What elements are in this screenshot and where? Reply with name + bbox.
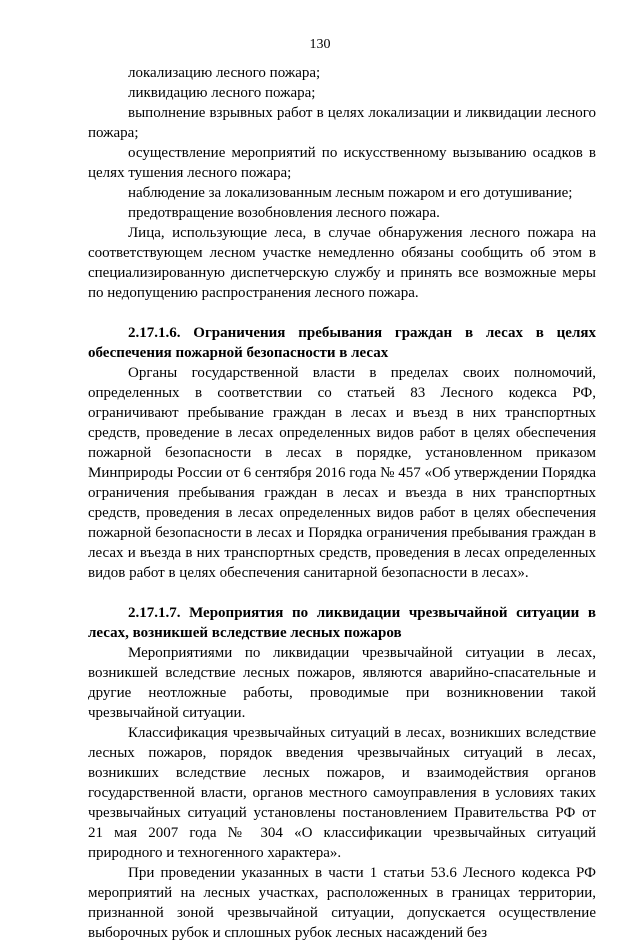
- list-item: осуществление мероприятий по искусственному вызыванию осадков в целях тушения лесного пожара;: [88, 145, 596, 181]
- list-item: наблюдение за локализованным лесным пожаром и его дотушивание;: [128, 185, 573, 201]
- page-body: [88, 63, 596, 943]
- page-number: 130: [309, 37, 331, 52]
- paragraph: Органы государственной власти в пределах своих полномочий, определенных в соответствии со статьей 83 Лесного кодекса РФ, ограничивают пребывание граждан в лесах и въезд в них транспортных средств, проведение в лесах определенных видов работ в целях обеспечения пожарной безопасности в лесах в порядке, установленном приказом Минприроды России от 6 сентября 2016 года № 457 «Об утверждении Порядка ограничения пребывания граждан в лесах и въезда в них транспортных средств, проведения в лесах определенных видов работ в целях обеспечения пожарной безопасности в лесах и Порядка ограничения пребывания граждан в лесах и въезда в них транспортных средств, проведения в лесах определенных видов работ в целях обеспечения санитарной безопасности в лесах».: [88, 365, 596, 581]
- list-item: предотвращение возобновления лесного пожара.: [128, 205, 440, 221]
- paragraph: Мероприятиями по ликвидации чрезвычайной ситуации в лесах, возникшей вследствие лесных пожаров, являются аварийно-спасательные и другие неотложные работы, проводимые при возникновении такой чрезвычайной ситуации.: [88, 645, 596, 721]
- list-item: ликвидацию лесного пожара;: [128, 85, 316, 101]
- section-heading: 2.17.1.7. Мероприятия по ликвидации чрезвычайной ситуации в лесах, возникшей вследствие лесных пожаров: [88, 605, 596, 641]
- paragraph: Лица, использующие леса, в случае обнаружения лесного пожара на соответствующем лесном участке немедленно обязаны сообщить об этом в специализированную диспетчерскую службу и принять все возможные меры по недопущению распространения лесного пожара.: [88, 225, 596, 301]
- paragraph: При проведении указанных в части 1 статьи 53.6 Лесного кодекса РФ мероприятий на лесных участках, расположенных в границах территории, признанной зоной чрезвычайной ситуации, допускается осуществление выборочных рубок и сплошных рубок лесных насаждений без: [88, 865, 596, 941]
- section-heading: 2.17.1.6. Ограничения пребывания граждан в лесах в целях обеспечения пожарной безопасности в лесах: [88, 325, 596, 361]
- list-item: выполнение взрывных работ в целях локализации и ликвидации лесного пожара;: [88, 105, 596, 141]
- paragraph: Классификация чрезвычайных ситуаций в лесах, возникших вследствие лесных пожаров, порядок введения чрезвычайных ситуаций в лесах, возникших вследствие лесных пожаров, и взаимодействия органов государственной власти, органов местного самоуправления в условиях таких чрезвычайных ситуаций установлены постановлением Правительства РФ от 21 мая 2007 года № 304 «О классификации чрезвычайных ситуаций природного и техногенного характера».: [88, 725, 596, 861]
- list-item: локализацию лесного пожара;: [128, 65, 321, 81]
